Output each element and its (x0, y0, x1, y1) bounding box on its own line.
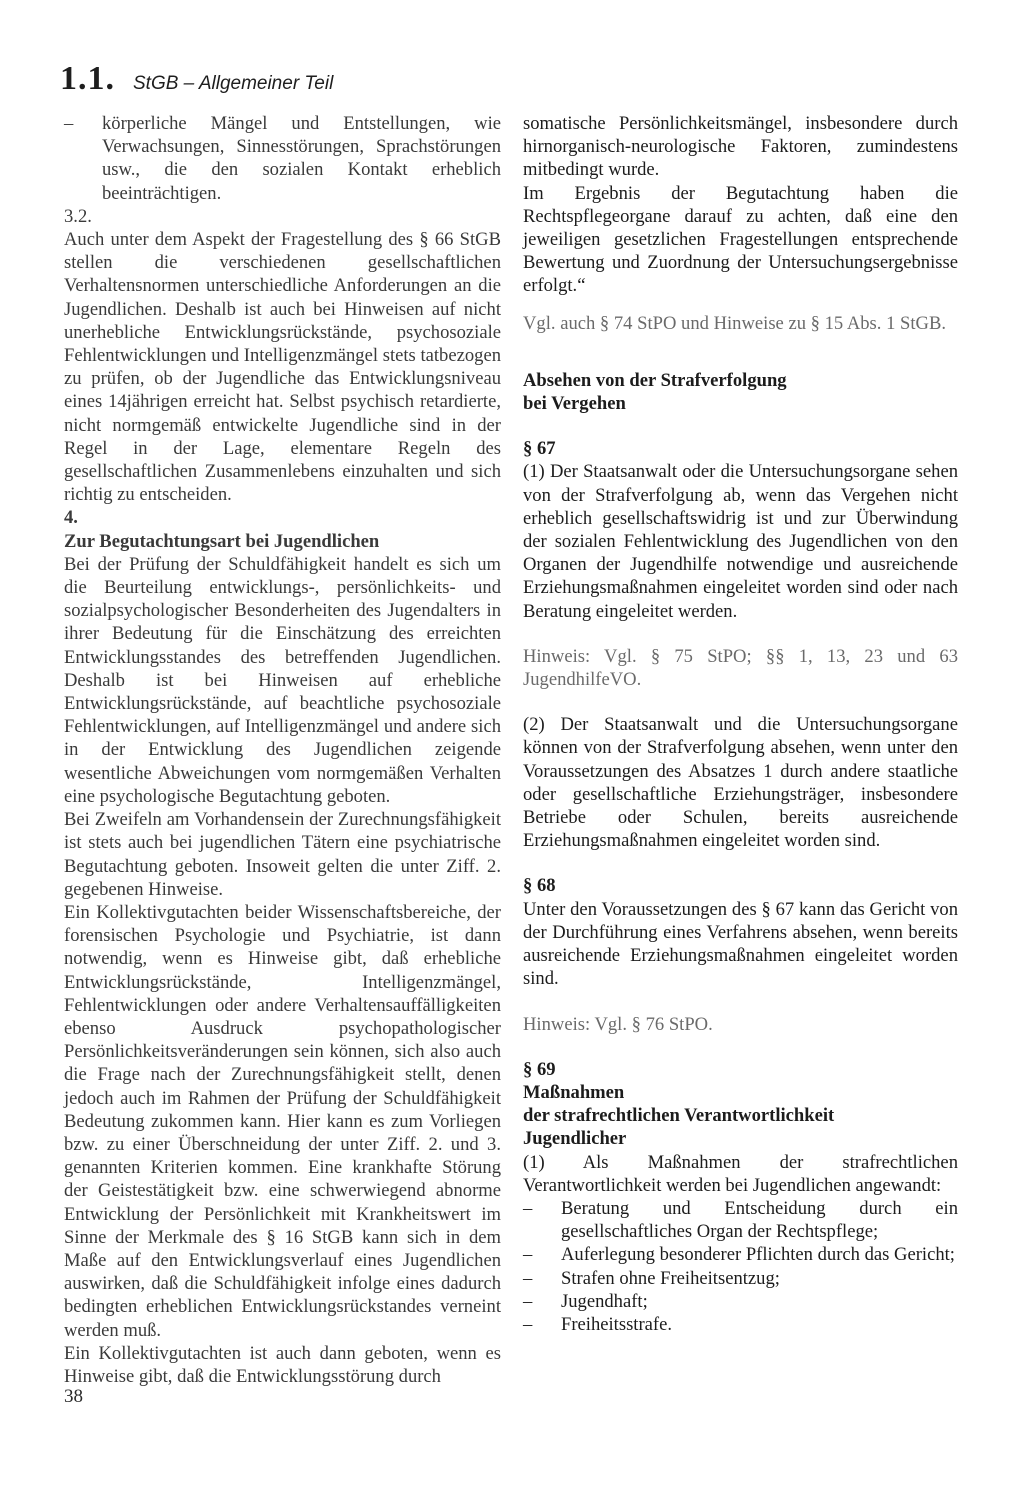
section-3-2-text: Auch unter dem Aspekt der Fragestellung des § 66 StGB stellen die verschiedenen gesellschaftlichen Verhaltensnormen unterschiedliche Anforderungen an die Jugendlichen. Deshalb ist auch bei Hinweisen auf nicht unerhebliche Entwicklungsrückstände, psychosoziale Fehlentwicklungen und Intelligenzmängel stets tatbezogen zu prüfen, ob der Jugendliche das Entwicklungsniveau eines 14jährigen erreicht hat. Selbst psychisch retardierte, nicht normgemäß entwickelte Jugendliche sind in der Regel in der Lage, elementare Regeln des gesellschaftlichen Zusammenlebens einzuhalten und sich richtig zu entscheiden. (64, 229, 501, 506)
list-item-text: Auferlegung besonderer Pflichten durch das Gericht; (561, 1244, 955, 1266)
measures-list (523, 1197, 958, 1336)
paragraph-69-heading-line-2: der strafrechtlichen Verantwortlichkeit (523, 1105, 835, 1127)
dash-marker: – (523, 1267, 533, 1289)
paragraph-67-label: § 67 (523, 438, 556, 460)
paragraph-68-hint: Hinweis: Vgl. § 76 StPO. (523, 1013, 713, 1035)
paragraph-67-abs-1: (1) Der Staatsanwalt oder die Untersuchungsorgane sehen von der Strafverfolgung ab, wenn das Vergehen nicht erheblich gesellschaftswidrig ist und zur Überwindung der sozialen Fehlentwicklung des Jugendlichen von den Organen der Jugendhilfe notwendige und ausreichende Erziehungsmaßnahmen eingeleitet worden sind oder nach Beratung eingeleitet werden. (523, 461, 958, 622)
list-item (64, 112, 501, 205)
paragraph-68-label: § 68 (523, 875, 556, 897)
paragraph-69-label: § 69 (523, 1058, 556, 1080)
heading-absehen-line-1: Absehen von der Strafverfolgung (523, 369, 787, 391)
list-item (523, 1243, 958, 1266)
list-item (523, 1313, 958, 1336)
running-header (60, 60, 333, 98)
result-text: Im Ergebnis der Begutachtung haben die Rechtspflegeorgane darauf zu achten, daß eine den jeweiligen gesetzlichen Fragestellungen entsprechende Bewertung und Zuordnung der Untersuchungsergebnisse erfolgt.“ (523, 182, 958, 297)
list-item (523, 1290, 958, 1313)
dash-marker: – (523, 1244, 533, 1266)
paragraph-69-abs-1: (1) Als Maßnahmen der strafrechtlichen Verantwortlichkeit werden bei Jugendlichen angewandt: (523, 1151, 958, 1196)
section-4-paragraph-3: Ein Kollektivgutachten beider Wissenschaftsbereiche, der forensischen Psychologie und Psychiatrie, ist dann notwendig, wenn es Hinweise gibt, daß erhebliche Entwicklungsrückstände, Intelligenzmängel, Fehlentwicklungen oder andere Verhaltensauffälligkeiten ebenso Ausdruck psychopathologischer Persönlichkeitsveränderungen sein können, sich also auch die Frage nach der Zurechnungsfähigkeit stellt, denen jedoch auch im Rahmen der Prüfung der Schuldfähigkeit Bedeutung zukommen kann. Hier kann es zum Vorliegen bzw. zu einer Überschneidung der unter Ziff. 2. und 3. genannten Kriterien kommen. Eine krankhafte Störung der Geistestätigkeit bzw. eine schwerwiegend abnorme Entwicklung der Persönlichkeit mit Krankheitswert im Sinne der Merkmale des § 16 StGB kann sich in dem Maße auf den Entwicklungsverlauf eines Jugendlichen auswirken, daß die Schuldfähigkeit infolge eines dadurch bedingten erheblichen Entwicklungsrückstandes verneint werden muß. (64, 901, 501, 1341)
paragraph-67-abs-2: (2) Der Staatsanwalt und die Untersuchungsorgane können von der Strafverfolgung absehen, wenn unter den Voraussetzungen des Absatzes 1 durch andere staatliche oder gesellschaftliche Erziehungsträger, insbesondere Betriebe oder Schulen, bereits ausreichende Erziehungsmaßnahmen eingeleitet worden sind. (523, 714, 958, 852)
paragraph-68-text: Unter den Voraussetzungen des § 67 kann das Gericht von der Durchführung eines Verfahrens absehen, wenn bereits ausreichende Erziehungsmaßnahmen eingeleitet worden sind. (523, 898, 958, 990)
dash-marker: – (64, 113, 74, 134)
section-4-number: 4. (64, 507, 78, 529)
dash-marker: – (523, 1197, 533, 1219)
list-item (523, 1197, 958, 1243)
paragraph-69-heading-line-3: Jugendlicher (523, 1128, 627, 1150)
section-4-paragraph-2: Bei Zweifeln am Vorhandensein der Zurechnungsfähigkeit ist stets auch bei jugendlichen Tätern eine psychiatrische Begutachtung geboten. Insoweit gelten die unter Ziff. 2. gegebenen Hinweise. (64, 809, 501, 900)
heading-absehen-line-2: bei Vergehen (523, 393, 626, 415)
continuation-text: somatische Persönlichkeitsmängel, insbesondere durch hirnorganisch-neurologische Faktoren, zumindestens mitbedingt wurde. (523, 113, 958, 181)
right-column (523, 112, 958, 1336)
section-4-heading: Zur Begutachtungsart bei Jugendlichen (64, 530, 380, 552)
paragraph-69-heading-line-1: Maßnahmen (523, 1081, 625, 1103)
list-item (523, 1267, 958, 1290)
left-column (64, 112, 501, 1388)
intro-item-text: körperliche Mängel und Entstellungen, wie Verwachsungen, Sinnesstörungen, Sprachstörungen usw., die den sozialen Kontakt erheblich beeinträchtigen. (102, 113, 501, 204)
section-4-paragraph-1: Bei der Prüfung der Schuldfähigkeit handelt es sich um die Beurteilung entwicklungs-, persönlichkeits- und sozialpsychologischer Besonderheiten des Jugendalters in ihrer Bedeutung für die Einschätzung des erreichten Entwicklungsstandes des betreffenden Jugendlichen. Deshalb ist bei Hinweisen auf erhebliche Entwicklungsrückstände, auf beachtliche psychosoziale Fehlentwicklungen, auf Intelligenzmängel und andere sich in der Entwicklung des Jugendlichen zeigende wesentliche Abweichungen vom normgemäßen Verhalten eine psychologische Begutachtung geboten. (64, 553, 501, 807)
dash-marker: – (523, 1290, 533, 1312)
list-item-text: Jugendhaft; (561, 1290, 648, 1312)
section-number: 1.1. (60, 60, 115, 97)
section-4-paragraph-4: Ein Kollektivgutachten ist auch dann geboten, wenn es Hinweise gibt, daß die Entwicklungsstörung durch (64, 1342, 501, 1387)
list-item-text: Strafen ohne Freiheitsentzug; (561, 1267, 780, 1289)
paragraph-67-hint: Hinweis: Vgl. § 75 StPO; §§ 1, 13, 23 und 63 JugendhilfeVO. (523, 645, 958, 691)
dash-marker: – (523, 1313, 533, 1335)
section-title: StGB – Allgemeiner Teil (133, 73, 334, 94)
page-number: 38 (64, 1386, 83, 1407)
list-item-text: Beratung und Entscheidung durch ein gesellschaftliches Organ der Rechtspflege; (561, 1197, 958, 1243)
section-3-2-number: 3.2. (64, 205, 92, 227)
list-item-text: Freiheitsstrafe. (561, 1313, 673, 1335)
reference-note: Vgl. auch § 74 StPO und Hinweise zu § 15 Abs. 1 StGB. (523, 312, 947, 334)
